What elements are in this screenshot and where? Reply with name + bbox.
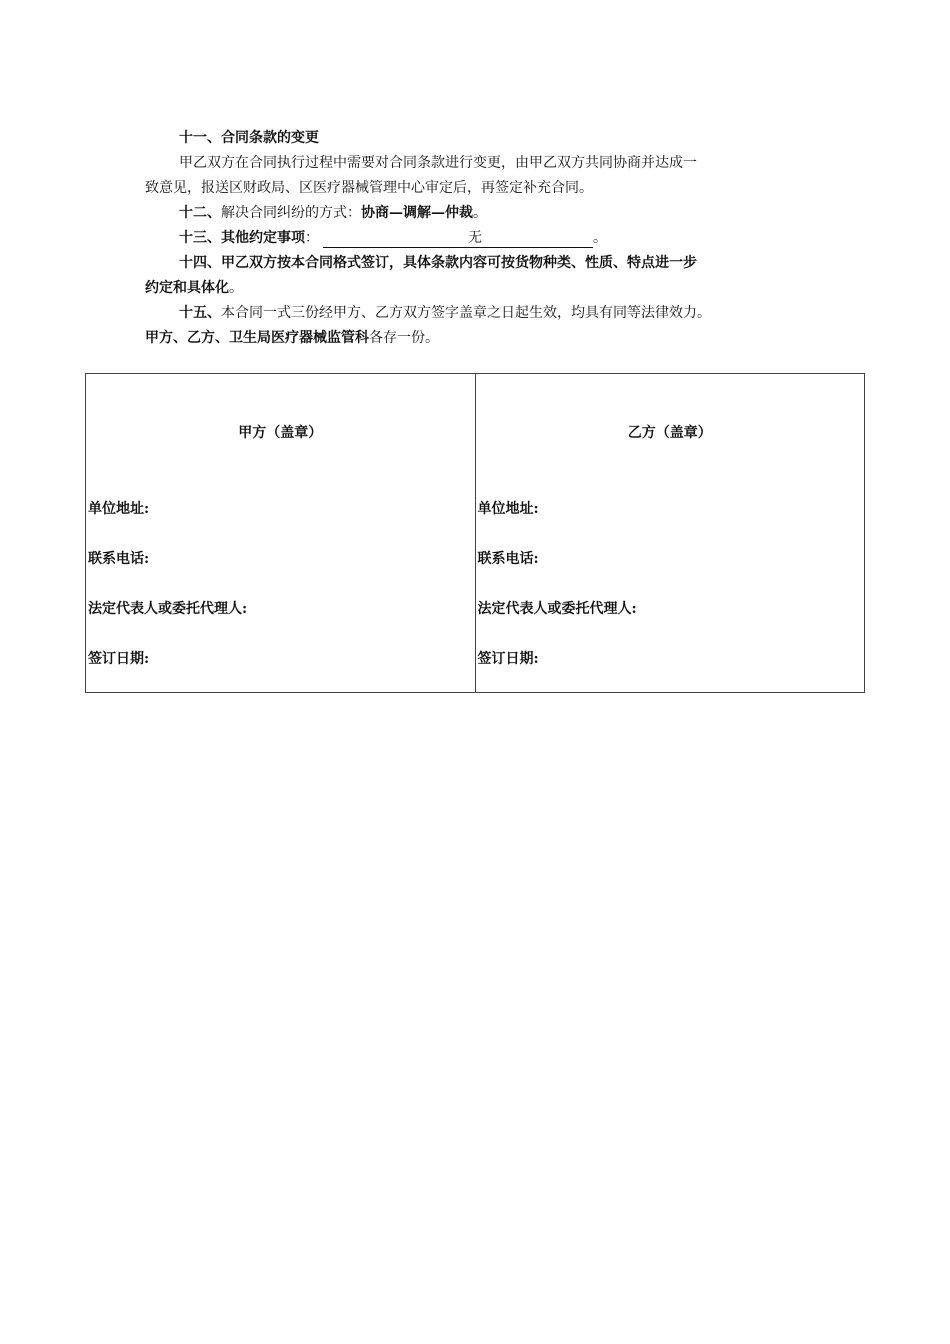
party-b-phone-label: 联系电话: <box>477 551 539 567</box>
party-a-representative-label: 法定代表人或委托代理人: <box>88 601 248 617</box>
clause-13 <box>145 226 817 251</box>
clause-11-heading: 十一、合同条款的变更 <box>179 130 319 146</box>
clause-13-label: 十三、其他约定事项 <box>179 230 305 246</box>
clause-14-line-2-bold: 约定和具体化 <box>145 280 229 296</box>
party-b-address-label: 单位地址: <box>477 501 539 517</box>
party-a-date-label: 签订日期: <box>88 651 150 667</box>
clause-15-line-2 <box>145 326 817 351</box>
clause-12-end: 。 <box>473 205 487 221</box>
clause-13-colon: ： <box>305 230 319 246</box>
party-a-address-label: 单位地址: <box>88 501 150 517</box>
party-b-cell <box>476 374 865 692</box>
clause-14-line-2-end: 。 <box>229 280 243 296</box>
clause-11-line-1: 甲乙双方在合同执行过程中需要对合同条款进行变更，由甲乙双方共同协商并达成一 <box>179 155 697 171</box>
dispute-resolution-method: 协商—调解—仲裁 <box>361 205 473 221</box>
clause-15-line-2-end: 各存一份。 <box>369 330 439 346</box>
clause-15-line-2-bold: 甲方、乙方、卫生局医疗器械监管科 <box>145 330 369 346</box>
clause-15-line-1 <box>145 301 817 326</box>
clause-14-line-1: 十四、甲乙双方按本合同格式签订，具体条款内容可按货物种类、性质、特点进一步 <box>179 255 697 271</box>
clause-15-text: 本合同一式三份经甲方、乙方双方签字盖章之日起生效，均具有同等法律效力。 <box>221 305 711 321</box>
clause-12-label: 十二、 <box>179 205 221 221</box>
party-a-phone-label: 联系电话: <box>88 551 150 567</box>
party-b-representative-label: 法定代表人或委托代理人: <box>477 601 637 617</box>
party-a-title: 甲方（盖章） <box>238 425 323 441</box>
contract-clauses <box>145 126 817 351</box>
signature-table <box>85 373 865 693</box>
clause-12-text: 解决合同纠纷的方式： <box>221 205 361 221</box>
other-terms-blank: 无 <box>323 229 593 248</box>
clause-12 <box>145 201 817 226</box>
party-b-title: 乙方（盖章） <box>627 425 712 441</box>
party-a-cell <box>86 374 476 692</box>
clause-13-end: 。 <box>593 230 607 246</box>
party-b-date-label: 签订日期: <box>477 651 539 667</box>
clause-11-line-2: 致意见，报送区财政局、区医疗器械管理中心审定后，再签定补充合同。 <box>145 180 593 196</box>
clause-14-line-2 <box>145 276 817 301</box>
clause-15-label: 十五、 <box>179 305 221 321</box>
